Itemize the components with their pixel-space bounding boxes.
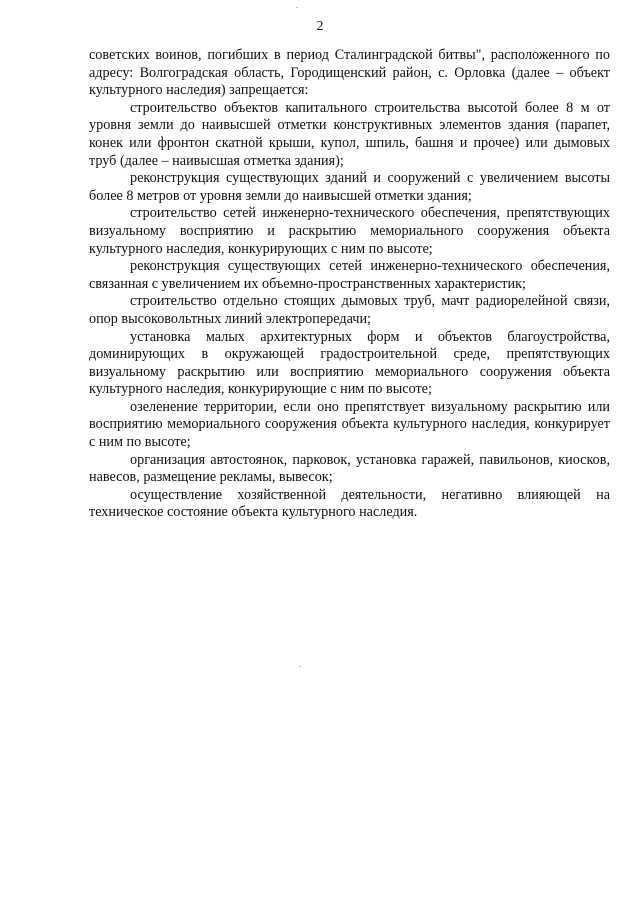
paragraph-item: организация автостоянок, парковок, установка гаражей, павильонов, киосков, навесов, размещение рекламы, вывесок; bbox=[89, 451, 610, 486]
body-text bbox=[89, 47, 610, 522]
paragraph-item: озеленение территории, если оно препятствует визуальному раскрытию или восприятию мемориального сооружения объекта культурного наследия, конкурирует с ним по высоте; bbox=[89, 398, 610, 451]
paragraph-intro: советских воинов, погибших в период Сталинградской битвы", расположенного по адресу: Волгоградская область, Городищенский район, с. Орловка (далее – объект культурного наследия) запрещается: bbox=[89, 47, 610, 99]
paragraph-item: реконструкция существующих зданий и сооружений с увеличением высоты более 8 метров от уровня земли до наивысшей отметки здания; bbox=[89, 170, 610, 204]
paragraph-item: строительство сетей инженерно-технического обеспечения, препятствующих визуальному восприятию и раскрытию мемориального сооружения объекта культурного наследия, конкурирующих с ним по высоте; bbox=[89, 205, 610, 257]
scan-speck bbox=[299, 666, 301, 667]
paragraph-item: реконструкция существующих сетей инженерно-технического обеспечения, связанная с увеличением их объемно-пространственных характеристик; bbox=[89, 258, 610, 292]
paragraph-item: строительство отдельно стоящих дымовых труб, мачт радиорелейной связи, опор высоковольтных линий электропередачи; bbox=[89, 293, 610, 327]
paragraph-item: строительство объектов капитального строительства высотой более 8 м от уровня земли до наивысшей отметки конструктивных элементов здания (парапет, конек или фронтон скатной крыши, купол, шпиль, башня и прочее) или дымовых труб (далее – наивысшая отметка здания); bbox=[89, 99, 610, 169]
paragraph-item: установка малых архитектурных форм и объектов благоустройства, доминирующих в окружающей градостроительной среде, препятствующих визуальному раскрытию или восприятию мемориального сооружения объекта культурного наследия, конкурирующие с ним по высоте; bbox=[89, 328, 610, 398]
scan-speck bbox=[296, 7, 298, 8]
paragraph-item: осуществление хозяйственной деятельности, негативно влияющей на техническое состояние объекта культурного наследия. bbox=[89, 486, 610, 521]
page-number: 2 bbox=[316, 19, 324, 34]
